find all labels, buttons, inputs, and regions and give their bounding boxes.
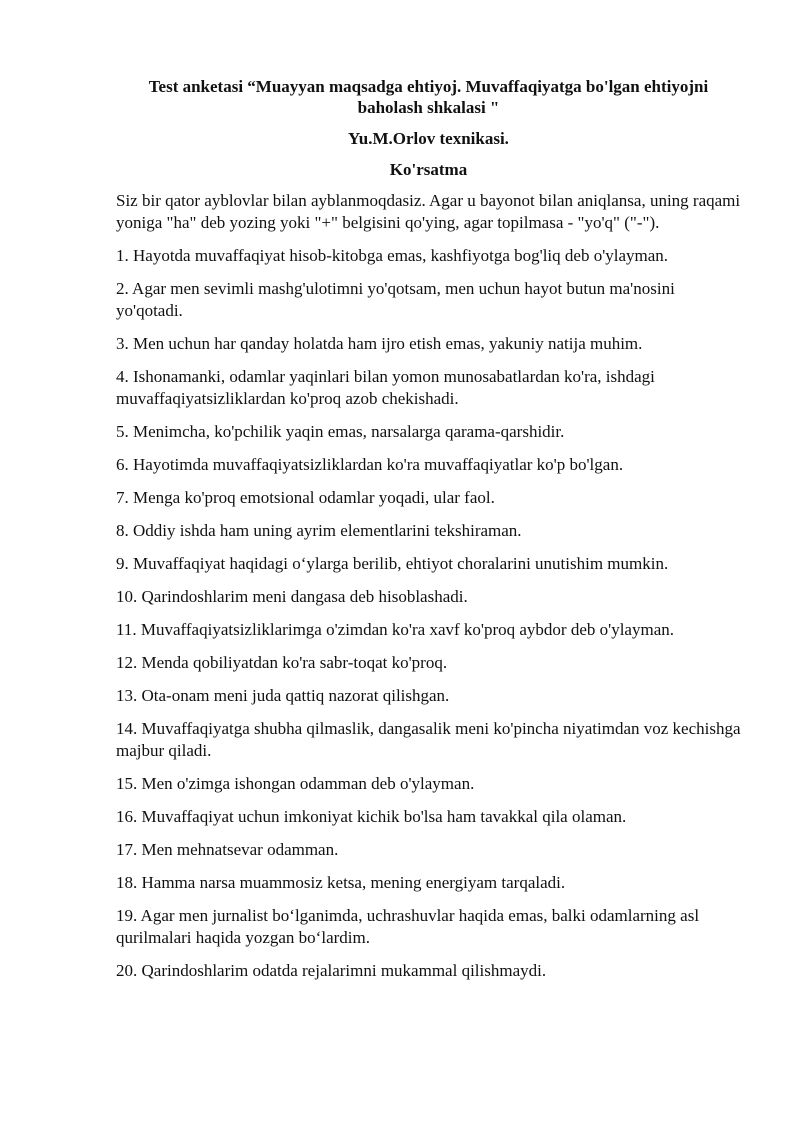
instructions-heading: Ko'rsatma xyxy=(389,160,468,179)
list-item: 7. Menga ko'proq emotsional odamlar yoqadi, ular faol. xyxy=(116,488,495,507)
list-item: 2. Agar men sevimli mashg'ulotimni yo'qotsam, men uchun hayot butun ma'nosini yo'qotadi. xyxy=(116,279,675,320)
list-item: 14. Muvaffaqiyatga shubha qilmaslik, dangasalik meni ko'pincha niyatimdan voz kechishga majbur qiladi. xyxy=(116,719,741,760)
instructions-text: Siz bir qator ayblovlar bilan ayblanmoqdasiz. Agar u bayonot bilan aniqlansa, uning raqami yoniga "ha" deb yozing yoki "+" belgisini qo'ying, agar topilmasa - "yo'q" ("-"). xyxy=(116,191,741,232)
document-title: Test anketasi “Muayyan maqsadga ehtiyoj. Muvaffaqiyatga bo'lgan ehtiyojni baholash shkalasi " xyxy=(148,77,709,117)
list-item: 3. Men uchun har qanday holatda ham ijro etish emas, yakuniy natija muhim. xyxy=(116,334,643,353)
list-item: 20. Qarindoshlarim odatda rejalarimni mukammal qilishmaydi. xyxy=(116,961,547,980)
list-item: 11. Muvaffaqiyatsizliklarimga o'zimdan ko'ra xavf ko'proq aybdor deb o'ylayman. xyxy=(116,620,674,639)
document-author: Yu.M.Orlov texnikasi. xyxy=(348,129,509,148)
list-item: 16. Muvaffaqiyat uchun imkoniyat kichik bo'lsa ham tavakkal qila olaman. xyxy=(116,807,627,826)
list-item: 13. Ota-onam meni juda qattiq nazorat qilishgan. xyxy=(116,686,450,705)
list-item: 12. Menda qobiliyatdan ko'ra sabr-toqat ko'proq. xyxy=(116,653,448,672)
document-page xyxy=(116,76,741,993)
list-item: 5. Menimcha, ko'pchilik yaqin emas, narsalarga qarama-qarshidir. xyxy=(116,422,565,441)
list-item: 18. Hamma narsa muammosiz ketsa, mening energiyam tarqaladi. xyxy=(116,873,566,892)
list-item: 1. Hayotda muvaffaqiyat hisob-kitobga emas, kashfiyotga bog'liq deb o'ylayman. xyxy=(116,246,669,265)
list-item: 4. Ishonamanki, odamlar yaqinlari bilan yomon munosabatlardan ko'ra, ishdagi muvaffaqiyatsizliklardan ko'proq azob chekishadi. xyxy=(116,367,655,408)
list-item: 10. Qarindoshlarim meni dangasa deb hisoblashadi. xyxy=(116,587,468,606)
list-item: 6. Hayotimda muvaffaqiyatsizliklardan ko'ra muvaffaqiyatlar ko'p bo'lgan. xyxy=(116,455,624,474)
list-item: 9. Muvaffaqiyat haqidagi o‘ylarga berilib, ehtiyot choralarini unutishim mumkin. xyxy=(116,554,669,573)
list-item: 19. Agar men jurnalist bo‘lganimda, uchrashuvlar haqida emas, balki odamlarning asl qurilmalari haqida yozgan bo‘lardim. xyxy=(116,906,700,947)
list-item: 15. Men o'zimga ishongan odamman deb o'ylayman. xyxy=(116,774,475,793)
list-item: 17. Men mehnatsevar odamman. xyxy=(116,840,339,859)
list-item: 8. Oddiy ishda ham uning ayrim elementlarini tekshiraman. xyxy=(116,521,522,540)
